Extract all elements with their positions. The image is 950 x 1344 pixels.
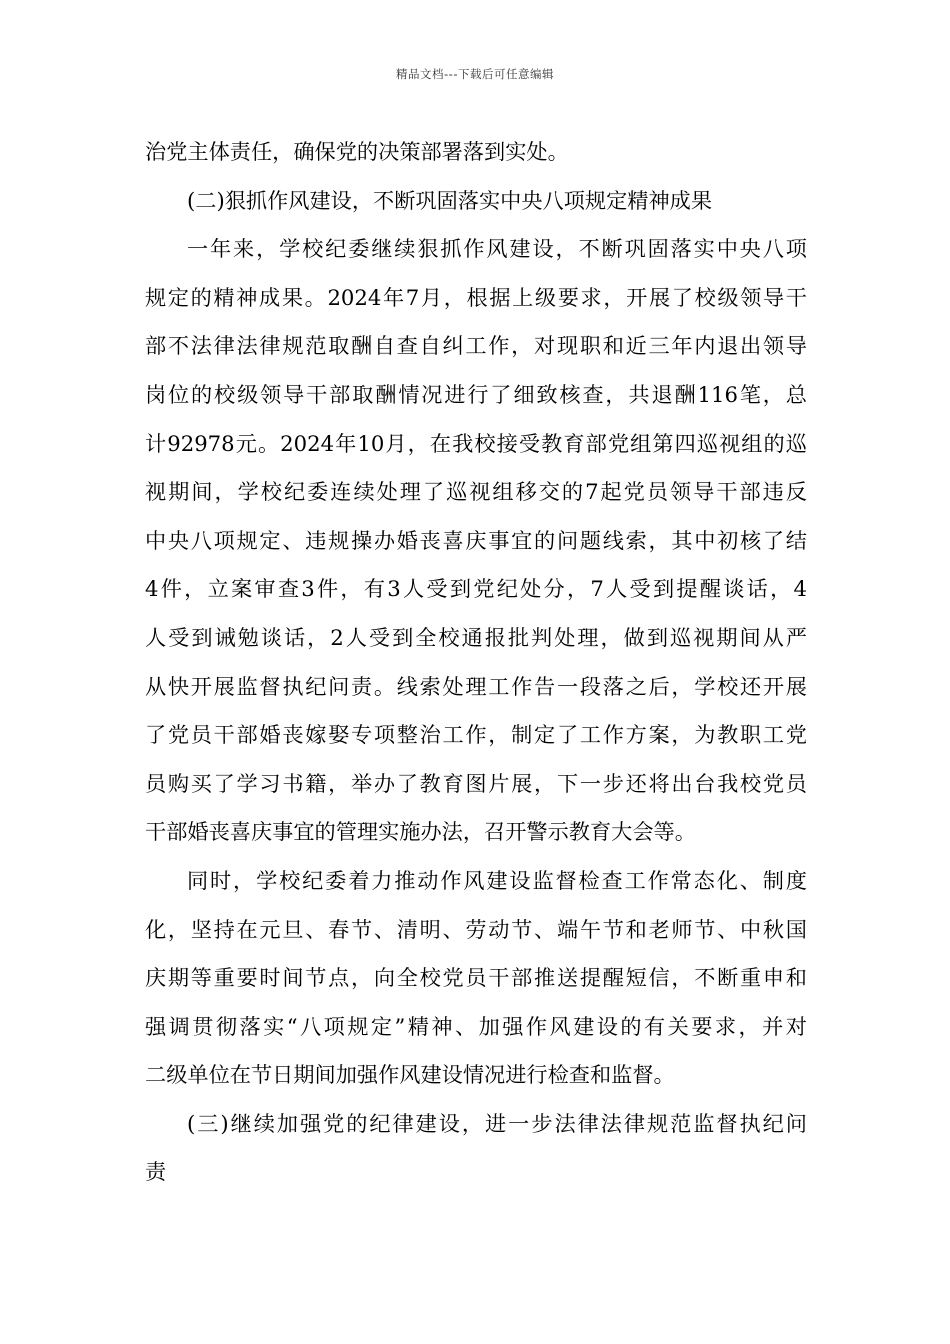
- text-line: (二)狠抓作风建设，不断巩固落实中央八项规定精神成果: [187, 187, 713, 213]
- text-line: 同时，学校纪委着力推动作风建设监督检查工作常态化、制度: [187, 867, 807, 893]
- page-header: 精品文档---下载后可任意编辑: [396, 67, 554, 81]
- text-line: 员购买了学习书籍，举办了教育图片展，下一步还将出台我校党员: [145, 770, 807, 796]
- text-line: 从快开展监督执纪问责。线索处理工作告一段落之后，学校还开展: [145, 673, 807, 699]
- text-line: 干部婚丧喜庆事宜的管理实施办法，召开警示教育大会等。: [145, 819, 696, 845]
- text-line: 治党主体责任，确保党的决策部署落到实处。: [145, 139, 569, 164]
- text-line: 中央八项规定、违规操办婚丧喜庆事宜的问题线索，其中初核了结: [145, 527, 807, 553]
- text-line: 一年来，学校纪委继续狠抓作风建设，不断巩固落实中央八项: [187, 236, 807, 262]
- text-line: 了党员干部婚丧嫁娶专项整治工作，制定了工作方案，为教职工党: [145, 722, 807, 748]
- text-line: 规定的精神成果。2024年7月，根据上级要求，开展了校级领导干: [145, 284, 807, 310]
- text-line: 责: [145, 1159, 167, 1185]
- text-line: 化，坚持在元旦、春节、清明、劳动节、端午节和老师节、中秋国: [145, 916, 807, 942]
- text-line: 强调贯彻落实“八项规定”精神、加强作风建设的有关要求，并对: [145, 1013, 807, 1039]
- text-line: 部不法律法律规范取酬自查自纠工作，对现职和近三年内退出领导: [145, 333, 807, 359]
- text-line: 庆期等重要时间节点，向全校党员干部推送提醒短信，不断重申和: [145, 965, 807, 991]
- text-line: 计92978元。2024年10月，在我校接受教育部党组第四巡视组的巡: [145, 430, 807, 456]
- text-line: 4件，立案审查3件，有3人受到党纪处分，7人受到提醒谈话，4: [145, 576, 807, 602]
- text-line: 视期间，学校纪委连续处理了巡视组移交的7起党员领导干部违反: [145, 479, 807, 505]
- document-body: [145, 132, 807, 1201]
- text-line: 二级单位在节日期间加强作风建设情况进行检查和监督。: [145, 1062, 675, 1088]
- text-line: 人受到诫勉谈话，2人受到全校通报批判处理，做到巡视期间从严: [145, 624, 807, 650]
- text-line: (三)继续加强党的纪律建设，进一步法律法律规范监督执纪问: [187, 1110, 807, 1136]
- text-line: 岗位的校级领导干部取酬情况进行了细致核查，共退酬116笔，总: [145, 381, 807, 407]
